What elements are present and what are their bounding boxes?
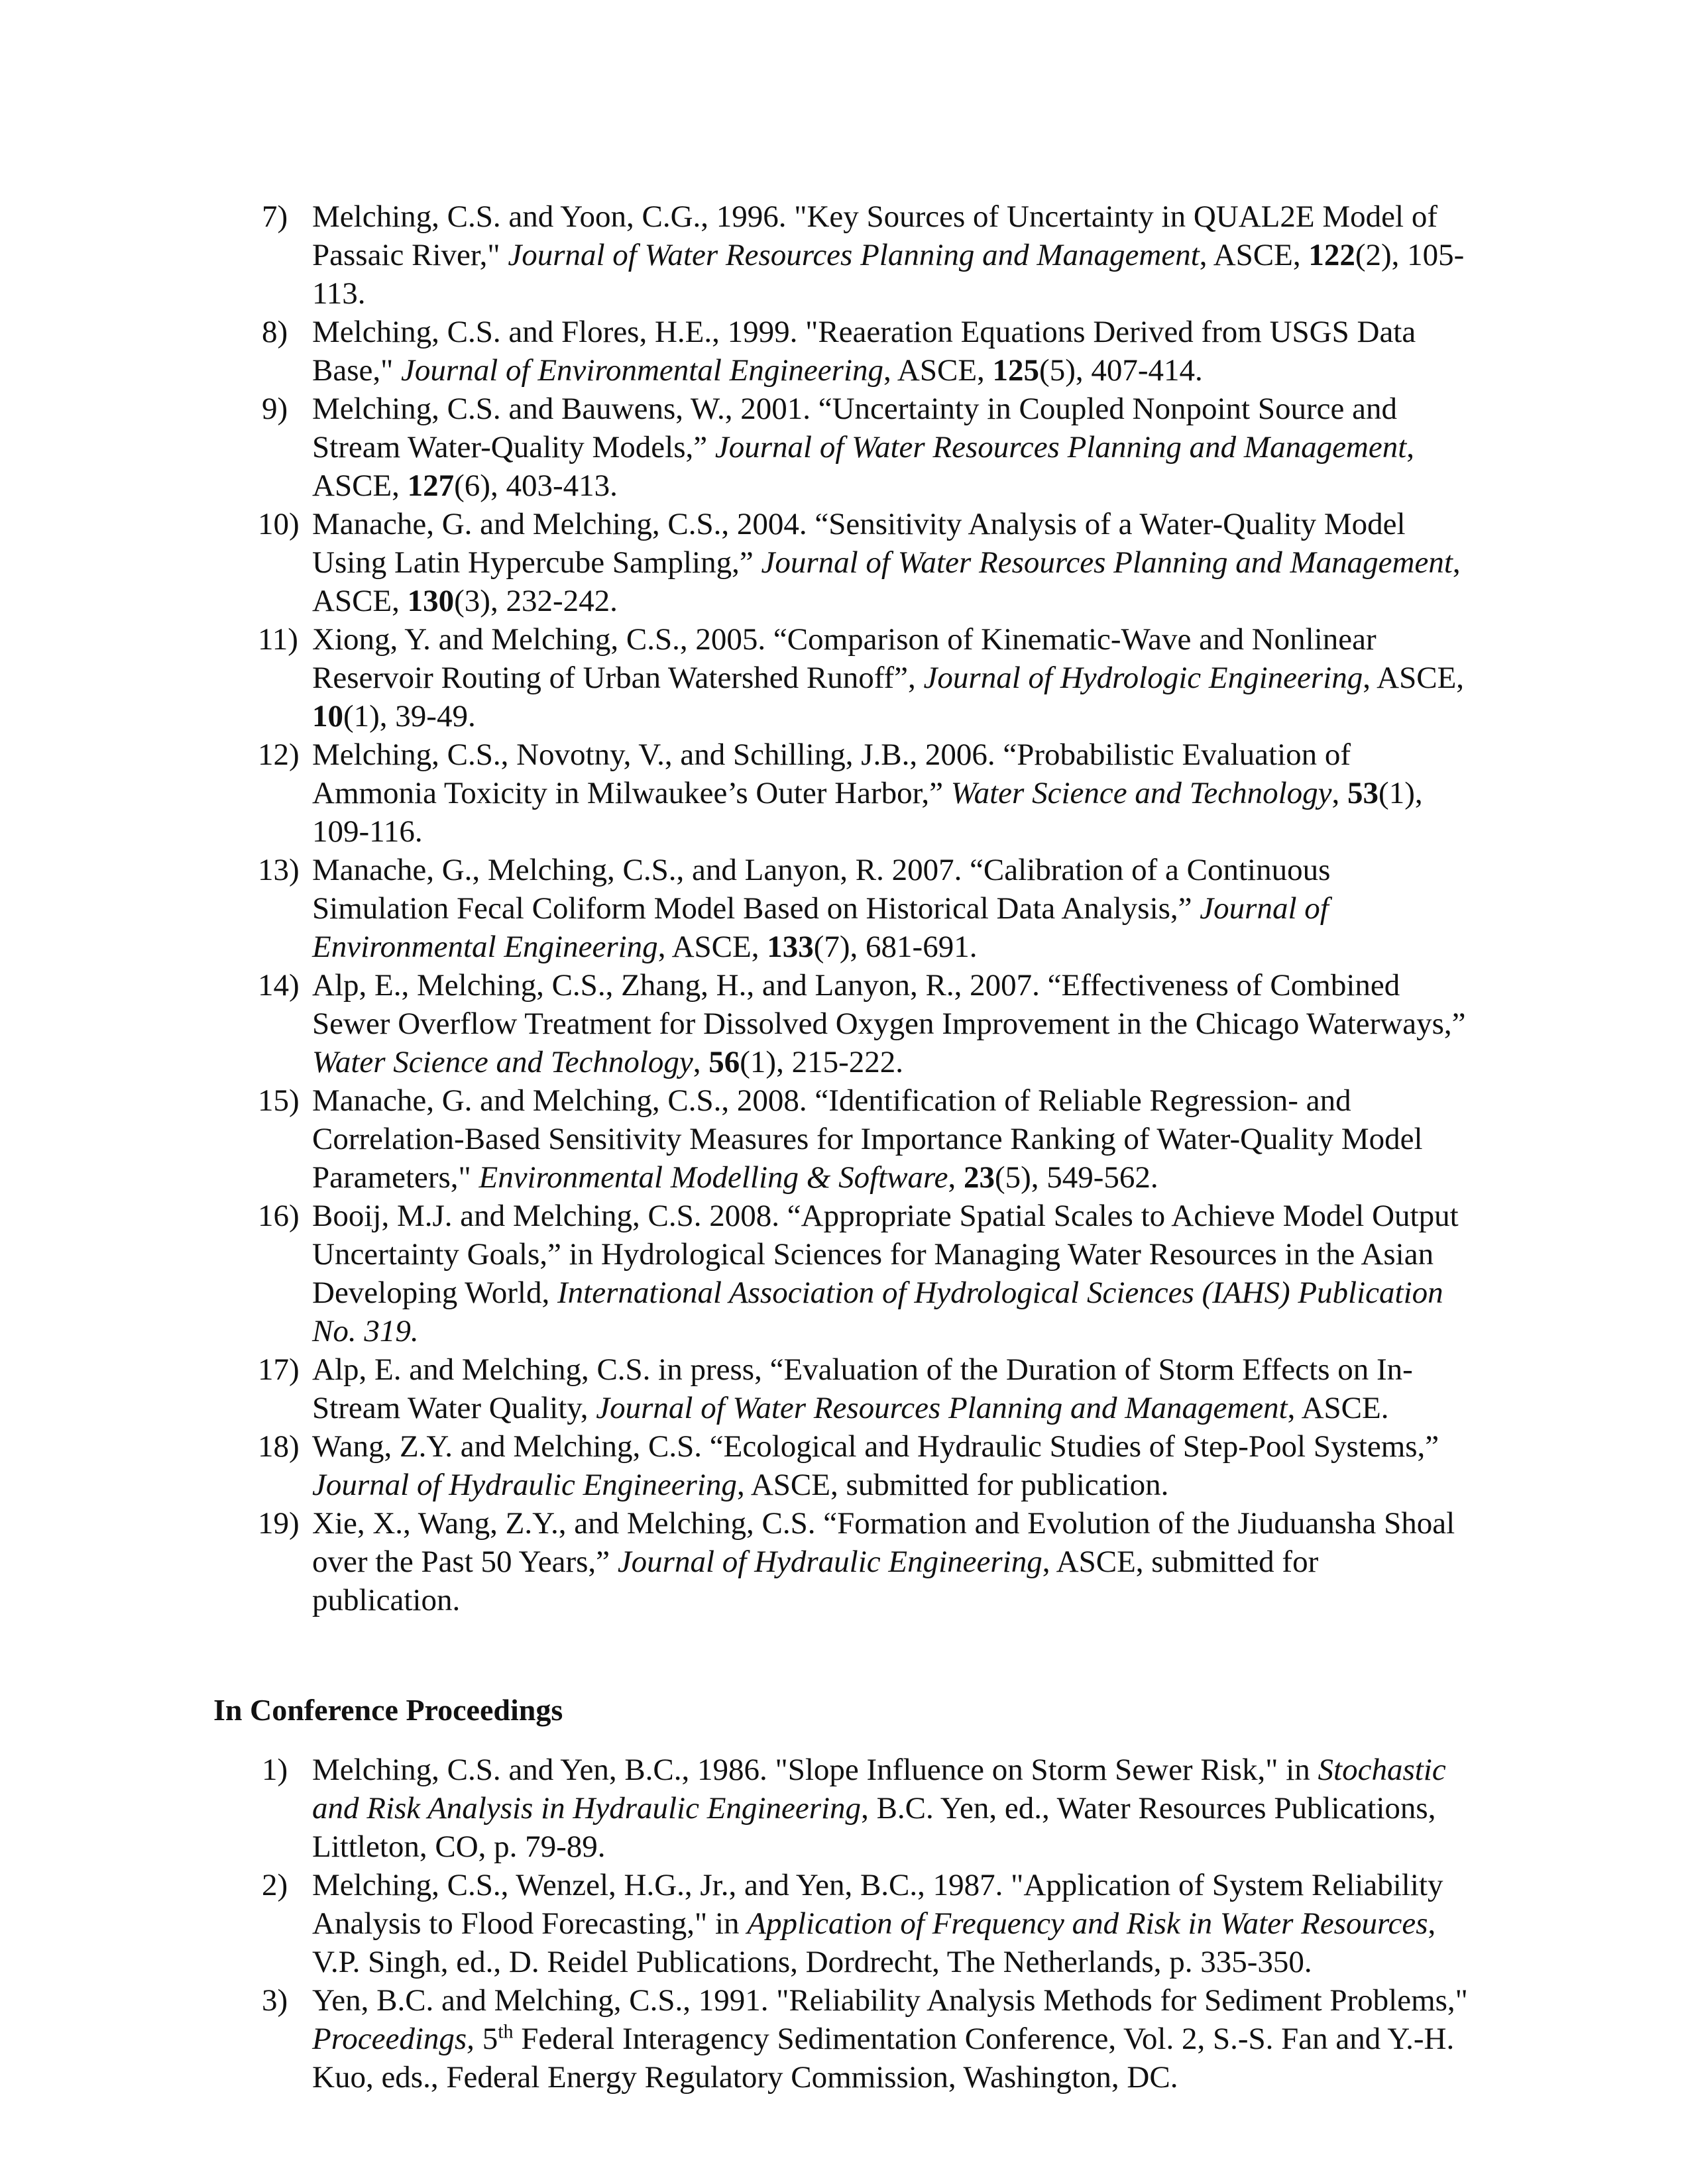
reference-text: , ASCE, [1363,661,1465,695]
reference-text: (1), 109-116. [312,776,1423,849]
reference-number: 17) [258,1352,300,1387]
reference-number: 1) [262,1753,288,1787]
reference-text: th [498,2020,514,2043]
reference-number: 14) [258,968,300,1003]
reference-title-italic: Journal of Environmental Engineering [401,353,883,388]
reference-title-italic: Proceedings, [312,2022,475,2056]
reference-volume: 133 [767,930,814,964]
reference-item [262,197,1468,313]
reference-title-italic: Environmental Modelling & Software [478,1160,948,1195]
reference-text: Melching, C.S. and Flores, H.E., 1999. "Reaeration Equations Derived from USGS Data Base," [312,315,1416,388]
reference-text: (5), 407-414. [1039,353,1203,388]
reference-title-italic: Journal of Hydrologic Engineering [923,661,1363,695]
reference-number: 10) [258,507,300,541]
reference-title-italic: Water Science and Technology [950,776,1332,810]
reference-title-italic: International Association of Hydrological Sciences (IAHS) Publication No. 319. [312,1276,1443,1348]
reference-number: 12) [258,737,300,772]
reference-item [258,1081,1468,1197]
reference-number: 11) [258,622,298,657]
reference-number: 19) [258,1506,300,1541]
reference-item [262,1866,1468,1981]
reference-number: 9) [262,392,288,426]
reference-text: (1), 39-49. [343,699,476,734]
reference-title-italic: Journal of Water Resources Planning and Management [761,545,1453,580]
reference-text: , ASCE, [657,930,767,964]
reference-text: , [693,1045,709,1079]
reference-text: (6), 403-413. [454,468,618,503]
reference-item [262,313,1468,390]
section-heading-conference-proceedings: In Conference Proceedings [213,1693,563,1727]
reference-text: , ASCE, submitted for publication. [312,1545,1319,1617]
reference-number: 2) [262,1868,288,1902]
reference-text: , ASCE, [1199,238,1309,272]
reference-volume: 56 [708,1045,740,1079]
reference-text: Yen, B.C. and Melching, C.S., 1991. "Reliability Analysis Methods for Sediment Problems," [312,1983,1468,2018]
reference-item [262,1751,1468,1866]
reference-text: Manache, G. and Melching, C.S., 2008. “Identification of Reliable Regression- and Correlation-Based Sensitivity Measures for Importance Ranking of Water-Quality Model Parameters," [312,1083,1423,1195]
reference-title-italic: Journal of Water Resources Planning and Management [596,1391,1288,1425]
reference-title-italic: Journal of Environmental Engineering [312,891,1329,964]
reference-item [258,736,1468,851]
reference-text: Xie, X., Wang, Z.Y., and Melching, C.S. “Formation and Evolution of the Jiuduansha Shoal over the Past 50 Years,” [312,1506,1455,1579]
reference-title-italic: Journal of Water Resources Planning and Management [508,238,1200,272]
reference-text: Manache, G. and Melching, C.S., 2004. “Sensitivity Analysis of a Water-Quality Model Using Latin Hypercube Sampling,” [312,507,1406,580]
reference-text: (5), 549-562. [994,1160,1158,1195]
reference-text: Melching, C.S. and Yoon, C.G., 1996. "Key Sources of Uncertainty in QUAL2E Model of Passaic River," [312,199,1437,272]
reference-number: 8) [262,315,288,349]
reference-volume: 125 [992,353,1040,388]
reference-text: Wang, Z.Y. and Melching, C.S. “Ecological and Hydraulic Studies of Step-Pool Systems,” [312,1429,1439,1464]
reference-text: , ASCE, [312,430,1415,503]
reference-title-italic: Application of Frequency and Risk in Water Resources [747,1906,1428,1941]
reference-title-italic: Stochastic and Risk Analysis in Hydraulic Engineering [312,1753,1446,1826]
reference-item [258,620,1468,736]
reference-volume: 53 [1347,776,1379,810]
reference-text: , V.P. Singh, ed., D. Reidel Publications, Dordrecht, The Netherlands, p. 335-350. [312,1906,1436,1979]
reference-text: (7), 681-691. [813,930,978,964]
reference-item [258,505,1468,620]
reference-text: Federal Interagency Sedimentation Conference, Vol. 2, S.-S. Fan and Y.-H. Kuo, eds., Federal Energy Regulatory Commission, Washington, DC. [312,2022,1455,2095]
reference-text: Melching, C.S. and Bauwens, W., 2001. “Uncertainty in Coupled Nonpoint Source and Stream Water-Quality Models,” [312,392,1397,464]
reference-item [258,851,1468,966]
reference-item [258,1350,1468,1427]
reference-text: Xiong, Y. and Melching, C.S., 2005. “Comparison of Kinematic-Wave and Nonlinear Reservoir Routing of Urban Watershed Runoff”, [312,622,1377,695]
reference-text: Alp, E., Melching, C.S., Zhang, H., and Lanyon, R., 2007. “Effectiveness of Combined Sewer Overflow Treatment for Dissolved Oxygen Improvement in the Chicago Waterways,” [312,968,1466,1041]
reference-number: 15) [258,1083,300,1118]
reference-volume: 10 [312,699,343,734]
reference-number: 16) [258,1199,300,1233]
reference-item [258,1197,1468,1350]
reference-text: , B.C. Yen, ed., Water Resources Publications, Littleton, CO, p. 79-89. [312,1791,1436,1864]
reference-title-italic: Water Science and Technology [312,1045,693,1079]
reference-item [258,966,1468,1081]
reference-number: 18) [258,1429,300,1464]
reference-item [258,1504,1468,1619]
reference-title-italic: Journal of Hydraulic Engineering [617,1545,1042,1579]
reference-title-italic: Journal of Hydraulic Engineering [312,1468,737,1502]
reference-volume: 23 [963,1160,995,1195]
reference-text: Alp, E. and Melching, C.S. in press, “Evaluation of the Duration of Storm Effects on In-Stream Water Quality, [312,1352,1413,1425]
reference-number: 3) [262,1983,288,2018]
journal-reference-list [258,197,1468,1619]
reference-number: 13) [258,853,300,887]
reference-text: , ASCE, submitted for publication. [736,1468,1169,1502]
reference-text: Melching, C.S. and Yen, B.C., 1986. "Slope Influence on Storm Sewer Risk," in [312,1753,1318,1787]
reference-text: Booij, M.J. and Melching, C.S. 2008. “Appropriate Spatial Scales to Achieve Model Output Uncertainty Goals,” in Hydrological Sciences for Managing Water Resources in the Asian Developing World, [312,1199,1459,1310]
reference-text: (2), 105-113. [312,238,1465,311]
reference-text: (3), 232-242. [454,584,618,618]
reference-text: Melching, C.S., Wenzel, H.G., Jr., and Yen, B.C., 1987. "Application of System Reliability Analysis to Flood Forecasting," in [312,1868,1443,1941]
reference-number: 7) [262,199,288,234]
reference-text: 5 [474,2022,498,2056]
reference-text: , [1331,776,1348,810]
reference-text: , ASCE. [1287,1391,1389,1425]
reference-volume: 130 [407,584,455,618]
reference-text: , ASCE, [312,545,1461,618]
reference-text: Manache, G., Melching, C.S., and Lanyon, R. 2007. “Calibration of a Continuous Simulation Fecal Coliform Model Based on Historical Data Analysis,” [312,853,1331,926]
reference-volume: 127 [407,468,455,503]
reference-text: (1), 215-222. [740,1045,903,1079]
reference-title-italic: Journal of Water Resources Planning and Management [714,430,1407,464]
reference-text: , [948,1160,964,1195]
reference-item [258,1427,1468,1504]
reference-text: , ASCE, [883,353,993,388]
reference-item [262,1981,1468,2097]
conference-reference-list [262,1751,1468,2097]
reference-text: Melching, C.S., Novotny, V., and Schilling, J.B., 2006. “Probabilistic Evaluation of Ammonia Toxicity in Milwaukee’s Outer Harbor,” [312,737,1351,810]
reference-volume: 122 [1308,238,1355,272]
reference-item [262,390,1468,505]
